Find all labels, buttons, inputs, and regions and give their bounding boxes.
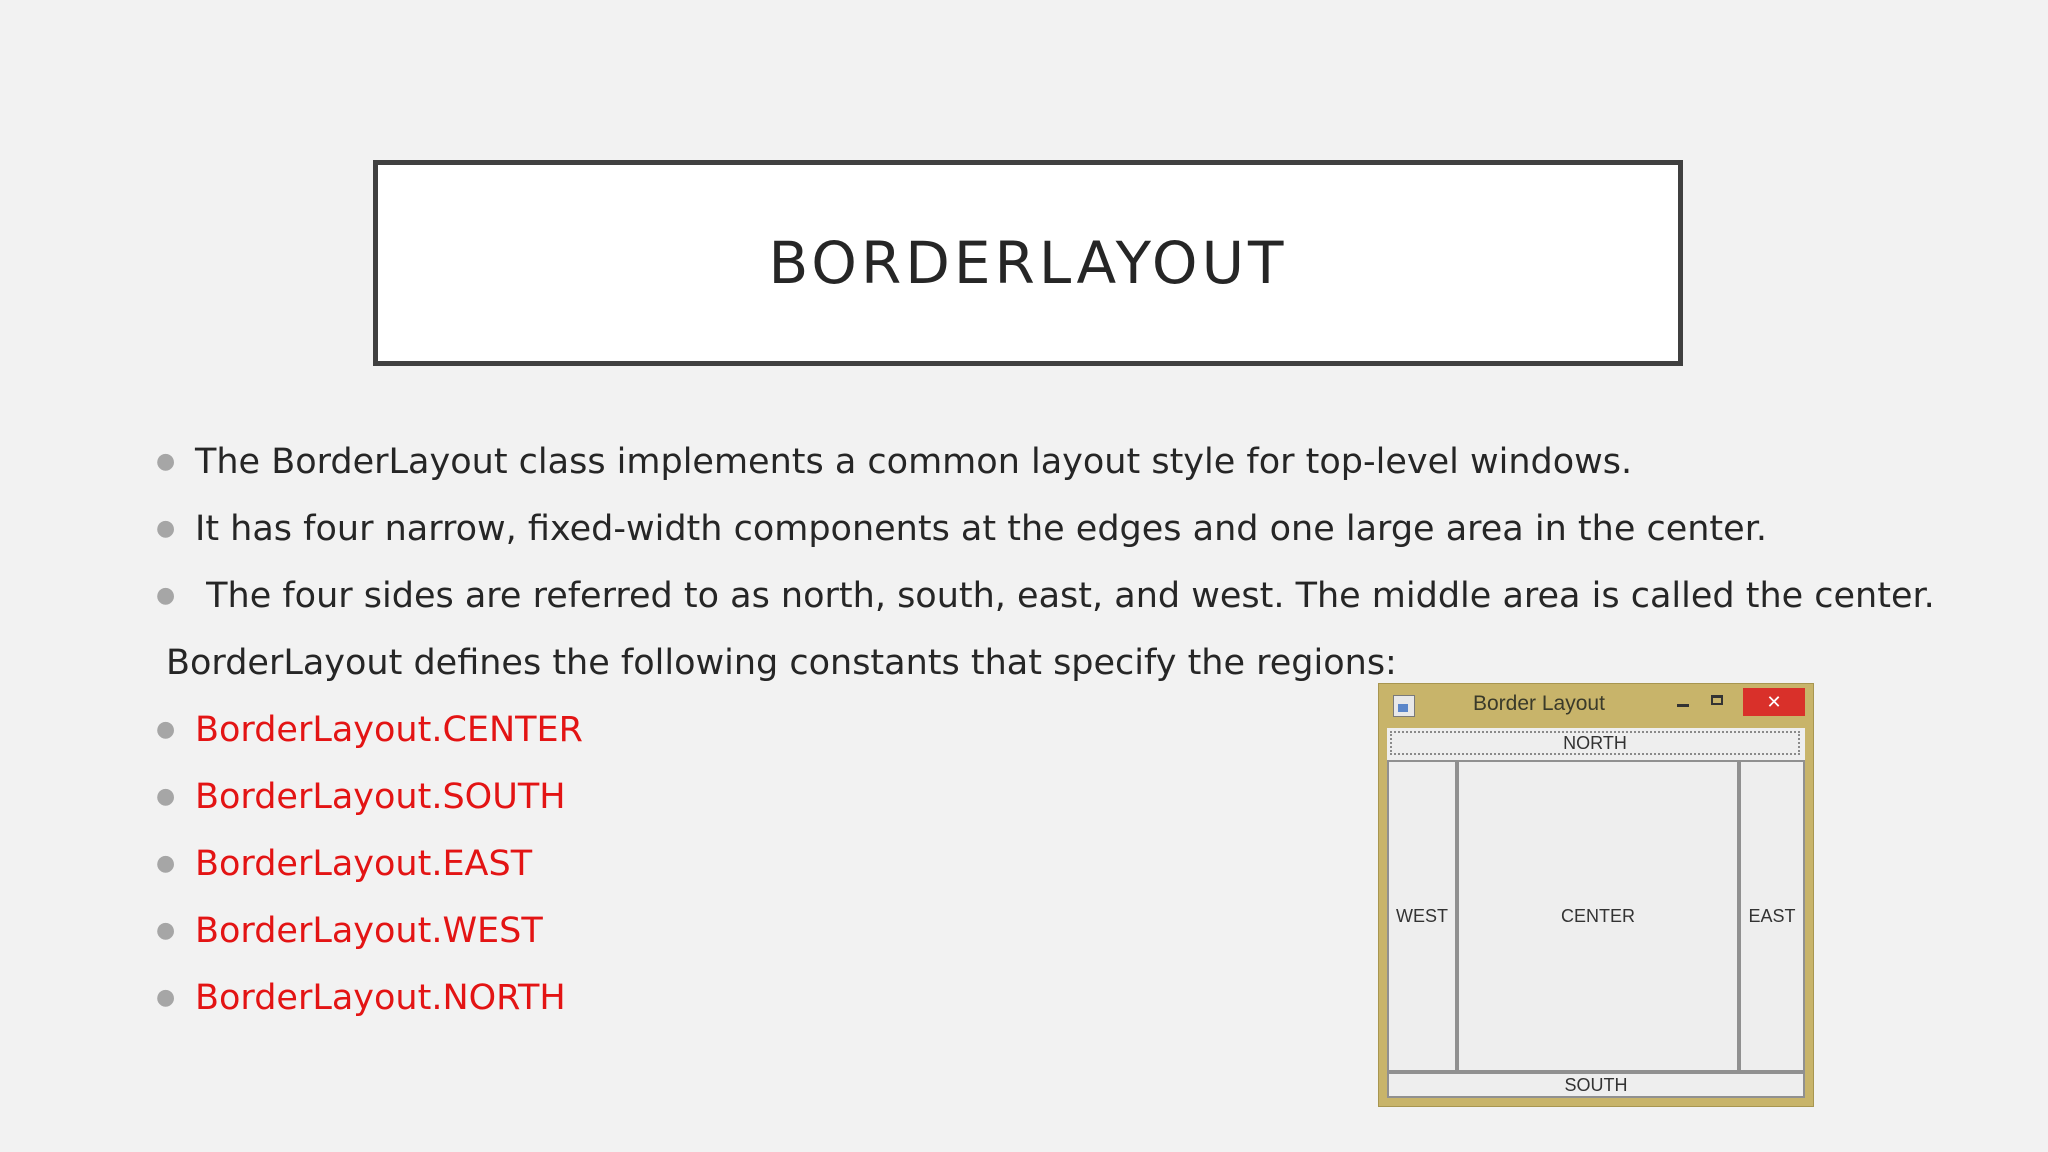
constant-text: BorderLayout.NORTH <box>195 978 566 1018</box>
bullet-dot-icon: ● <box>156 985 176 1010</box>
maximize-icon <box>1711 695 1723 705</box>
window-client-area <box>1387 728 1805 1098</box>
east-region: EAST <box>1739 760 1805 1072</box>
slide-title: BORDERLAYOUT <box>768 229 1288 297</box>
java-app-icon <box>1393 695 1415 717</box>
constant-text: BorderLayout.EAST <box>195 844 533 884</box>
close-icon: ✕ <box>1743 688 1805 716</box>
constant-text: BorderLayout.WEST <box>195 911 543 951</box>
north-region: NORTH <box>1390 731 1800 755</box>
constant-text: BorderLayout.SOUTH <box>195 777 566 817</box>
bullet-dot-icon: ● <box>156 583 176 608</box>
bullet-text: It has four narrow, fixed-width components at the edges and one large area in the center. <box>195 509 1767 549</box>
bullet-dot-icon: ● <box>156 516 176 541</box>
bullet-dot-icon: ● <box>156 717 176 742</box>
bullet-dot-icon: ● <box>156 918 176 943</box>
minimize-icon <box>1677 704 1689 707</box>
bullet-dot-icon: ● <box>156 449 176 474</box>
intro-text: BorderLayout defines the following constants that specify the regions: <box>166 643 1397 683</box>
west-region: WEST <box>1387 760 1457 1072</box>
bullet-dot-icon: ● <box>156 784 176 809</box>
bullet-text: The BorderLayout class implements a common layout style for top-level windows. <box>195 442 1633 482</box>
constant-text: BorderLayout.CENTER <box>195 710 583 750</box>
south-region: SOUTH <box>1387 1072 1805 1098</box>
bullet-text: The four sides are referred to as north, south, east, and west. The middle area is called the center. <box>195 576 1935 616</box>
border-layout-window-screenshot <box>1378 683 1814 1107</box>
window-titlebar <box>1379 684 1813 728</box>
center-region: CENTER <box>1457 760 1739 1072</box>
window-title: Border Layout <box>1473 692 1605 715</box>
bullet-dot-icon: ● <box>156 851 176 876</box>
